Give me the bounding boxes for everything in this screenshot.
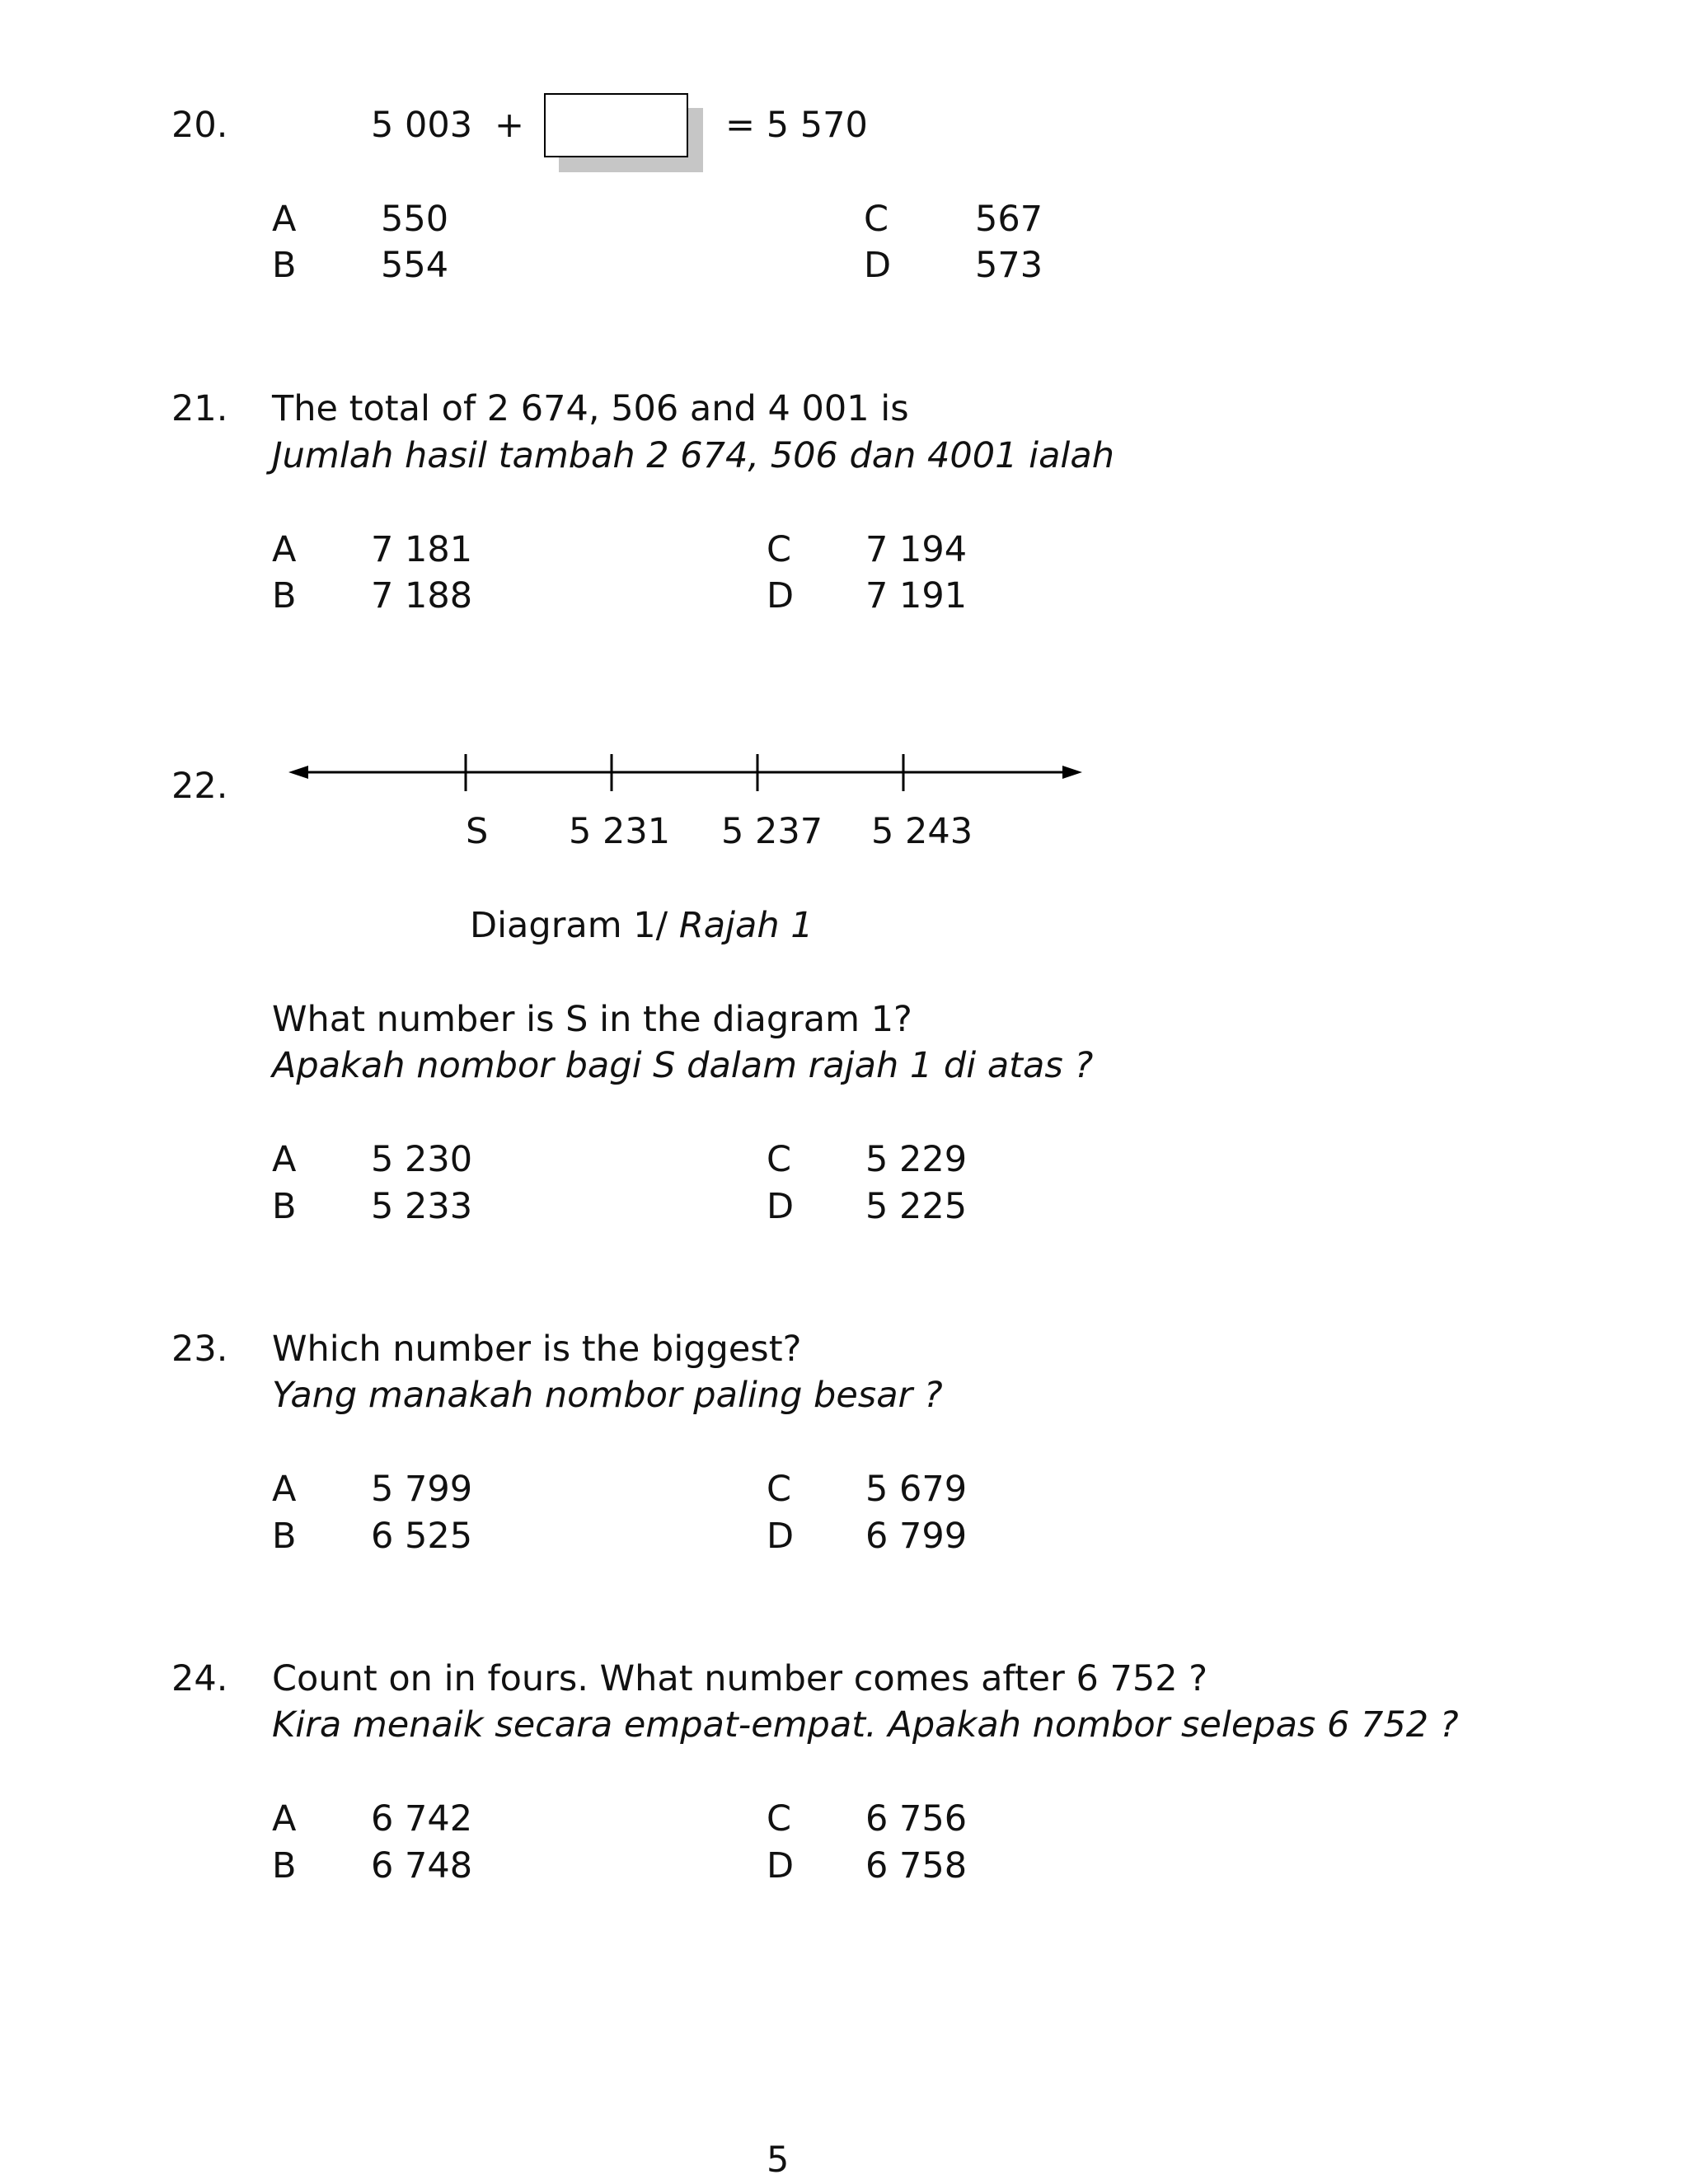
number-line-left-arrow-icon bbox=[288, 766, 308, 779]
q23-option-d-value[interactable]: 6 799 bbox=[865, 1516, 968, 1557]
q24-question-english: Count on in fours. What number comes after 6 752 ? bbox=[272, 1658, 1208, 1699]
q21-option-a-letter[interactable]: A bbox=[272, 529, 297, 570]
number-line-label-s: S bbox=[466, 811, 489, 852]
q24-option-d-letter[interactable]: D bbox=[767, 1845, 795, 1886]
q24-option-c-letter[interactable]: C bbox=[767, 1798, 792, 1840]
q24-option-b-value[interactable]: 6 748 bbox=[371, 1845, 473, 1886]
q22-option-d-letter[interactable]: D bbox=[767, 1186, 795, 1227]
q22-question-malay: Apakah nombor bagi S dalam rajah 1 di atas ? bbox=[272, 1045, 1094, 1086]
q24-option-c-value[interactable]: 6 756 bbox=[865, 1798, 968, 1840]
q21-option-a-value[interactable]: 7 181 bbox=[371, 529, 473, 570]
q23-option-c-value[interactable]: 5 679 bbox=[865, 1469, 968, 1510]
q23-number: 23. bbox=[171, 1329, 228, 1370]
q21-question-malay: Jumlah hasil tambah 2 674, 506 dan 4001 ialah bbox=[272, 435, 1114, 476]
q22-option-c-letter[interactable]: C bbox=[767, 1139, 792, 1180]
q22-option-a-value[interactable]: 5 230 bbox=[371, 1139, 473, 1180]
page-number: 5 bbox=[767, 2139, 790, 2181]
number-line-label-5243: 5 243 bbox=[871, 811, 973, 852]
q22-question-english: What number is S in the diagram 1? bbox=[272, 999, 912, 1040]
q23-option-a-letter[interactable]: A bbox=[272, 1469, 297, 1510]
q22-option-b-letter[interactable]: B bbox=[272, 1186, 297, 1227]
q20-option-d-letter[interactable]: D bbox=[864, 245, 892, 286]
q23-option-b-value[interactable]: 6 525 bbox=[371, 1516, 473, 1557]
q23-option-b-letter[interactable]: B bbox=[272, 1516, 297, 1557]
q20-plus-sign: + bbox=[495, 105, 525, 146]
q24-option-a-value[interactable]: 6 742 bbox=[371, 1798, 473, 1840]
q23-question-english: Which number is the biggest? bbox=[272, 1329, 802, 1370]
q21-option-b-value[interactable]: 7 188 bbox=[371, 575, 473, 616]
q20-equals-result: = 5 570 bbox=[725, 105, 868, 146]
q20-option-b-letter[interactable]: B bbox=[272, 245, 297, 286]
q21-option-d-letter[interactable]: D bbox=[767, 575, 795, 616]
q22-number: 22. bbox=[171, 766, 228, 807]
q20-option-c-letter[interactable]: C bbox=[864, 199, 889, 240]
q24-number: 24. bbox=[171, 1658, 228, 1699]
q23-option-c-letter[interactable]: C bbox=[767, 1469, 792, 1510]
q23-question-malay: Yang manakah nombor paling besar ? bbox=[272, 1375, 943, 1416]
q22-option-b-value[interactable]: 5 233 bbox=[371, 1186, 473, 1227]
q22-option-d-value[interactable]: 5 225 bbox=[865, 1186, 968, 1227]
q20-option-a-value[interactable]: 550 bbox=[381, 199, 449, 240]
q21-number: 21. bbox=[171, 388, 228, 429]
q24-option-a-letter[interactable]: A bbox=[272, 1798, 297, 1840]
q23-option-a-value[interactable]: 5 799 bbox=[371, 1469, 473, 1510]
q21-option-c-value[interactable]: 7 194 bbox=[865, 529, 968, 570]
q21-question-english: The total of 2 674, 506 and 4 001 is bbox=[272, 388, 909, 429]
q20-number: 20. bbox=[171, 105, 228, 146]
q24-option-d-value[interactable]: 6 758 bbox=[865, 1845, 968, 1886]
q21-option-d-value[interactable]: 7 191 bbox=[865, 575, 968, 616]
q21-option-c-letter[interactable]: C bbox=[767, 529, 792, 570]
number-line-right-arrow-icon bbox=[1062, 766, 1082, 779]
number-line-label-5231: 5 231 bbox=[569, 811, 671, 852]
diagram-caption bbox=[470, 905, 814, 946]
diagram-caption-english: Diagram 1/ bbox=[470, 905, 679, 946]
q20-option-c-value[interactable]: 567 bbox=[975, 199, 1043, 240]
q22-option-a-letter[interactable]: A bbox=[272, 1139, 297, 1180]
q22-option-c-value[interactable]: 5 229 bbox=[865, 1139, 968, 1180]
q20-option-d-value[interactable]: 573 bbox=[975, 245, 1043, 286]
q21-option-b-letter[interactable]: B bbox=[272, 575, 297, 616]
q24-option-b-letter[interactable]: B bbox=[272, 1845, 297, 1886]
q20-option-b-value[interactable]: 554 bbox=[381, 245, 449, 286]
q23-option-d-letter[interactable]: D bbox=[767, 1516, 795, 1557]
number-line-label-5237: 5 237 bbox=[721, 811, 823, 852]
q24-question-malay: Kira menaik secara empat-empat. Apakah nombor selepas 6 752 ? bbox=[272, 1704, 1459, 1746]
q20-option-a-letter[interactable]: A bbox=[272, 199, 297, 240]
diagram-caption-malay: Rajah 1 bbox=[678, 905, 814, 946]
q20-left-operand: 5 003 bbox=[371, 105, 473, 146]
